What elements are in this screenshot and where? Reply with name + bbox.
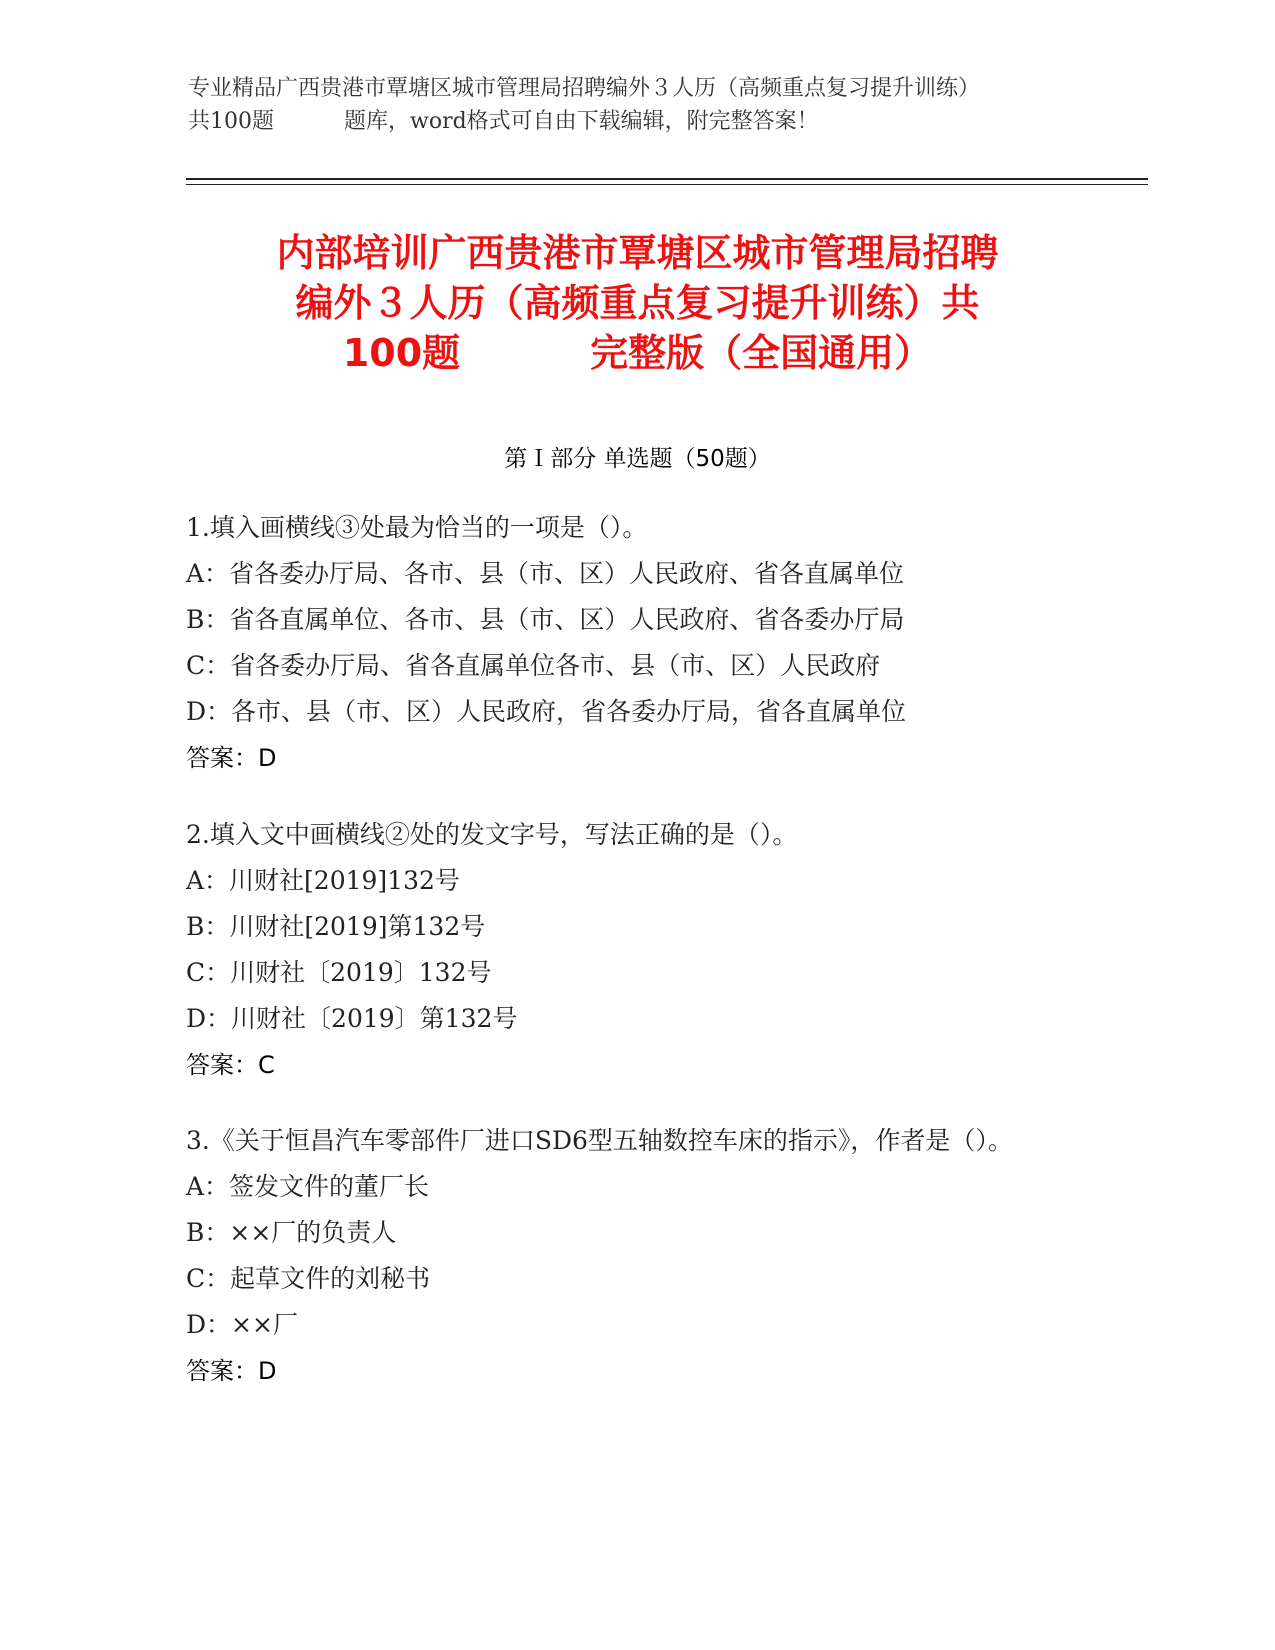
option-d: D：××厂 [186, 1310, 298, 1339]
option-c: C：起草文件的刘秘书 [186, 1264, 431, 1293]
header-count: 共100题 [188, 109, 274, 134]
option-c: C：省各委办厅局、省各直属单位各市、县（市、区）人民政府 [186, 651, 881, 680]
header-note: 题库，word格式可自由下载编辑，附完整答案！ [344, 109, 819, 134]
title-line-3 [140, 328, 1135, 378]
option-a: A：签发文件的董厂长 [186, 1172, 430, 1201]
question-stem: 1.填入画横线③处最为恰当的一项是（）。 [186, 513, 648, 542]
header-line-2 [188, 105, 1088, 138]
option-b: B：××厂的负责人 [186, 1218, 397, 1247]
title-count: 100题 [342, 331, 461, 375]
question-1 [186, 505, 1086, 781]
option-a: A：省各委办厅局、各市、县（市、区）人民政府、省各直属单位 [186, 559, 905, 588]
header-line-1: 专业精品广西贵港市覃塘区城市管理局招聘编外３人历（高频重点复习提升训练） [188, 76, 981, 101]
title-line-2: 编外３人历（高频重点复习提升训练）共 [295, 281, 980, 325]
page-header [188, 72, 1088, 138]
header-divider [186, 178, 1148, 185]
document-title [140, 228, 1135, 378]
option-a: A：川财社[2019]132号 [186, 866, 460, 895]
title-line-1: 内部培训广西贵港市覃塘区城市管理局招聘 [276, 231, 999, 275]
section-heading: 第Ｉ部分 单选题（50题） [504, 446, 771, 472]
answer: 答案：D [186, 744, 277, 772]
option-d: D：各市、县（市、区）人民政府，省各委办厅局，省各直属单位 [186, 697, 907, 726]
option-b: B：川财社[2019]第132号 [186, 912, 486, 941]
question-stem: 2.填入文中画横线②处的发文字号，写法正确的是（）。 [186, 820, 798, 849]
answer: 答案：C [186, 1051, 275, 1079]
question-3 [186, 1118, 1086, 1394]
question-2 [186, 812, 1086, 1088]
answer: 答案：D [186, 1357, 277, 1385]
title-edition: 完整版（全国通用） [590, 331, 933, 375]
option-d: D：川财社〔2019〕第132号 [186, 1004, 518, 1033]
option-c: C：川财社〔2019〕132号 [186, 958, 492, 987]
question-stem: 3.《关于恒昌汽车零部件厂进口SD6型五轴数控车床的指示》，作者是（）。 [186, 1126, 1013, 1155]
option-b: B：省各直属单位、各市、县（市、区）人民政府、省各委办厅局 [186, 605, 905, 634]
